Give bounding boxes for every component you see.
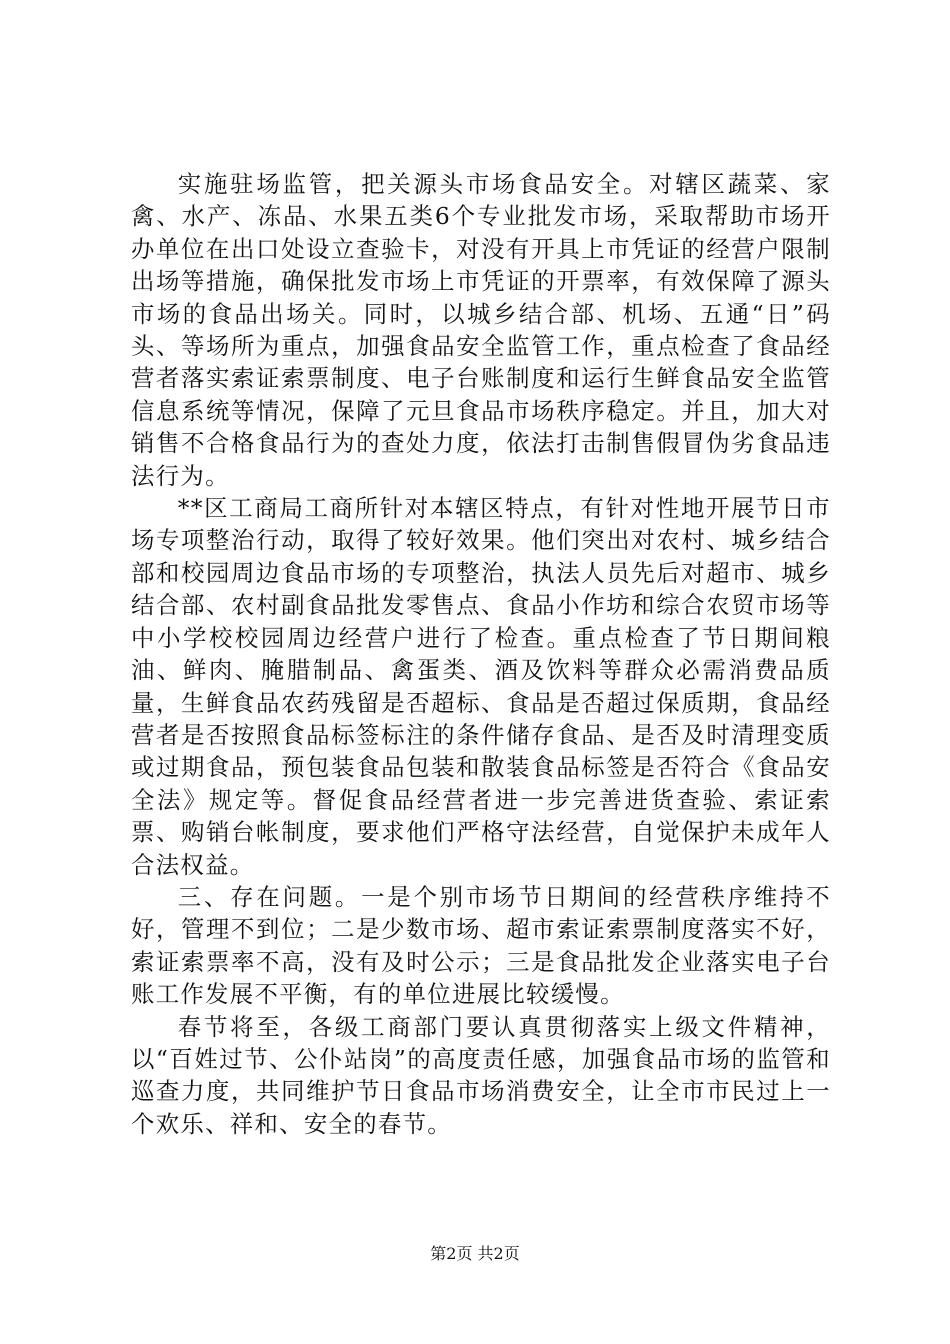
paragraph-spring-festival: 春节将至，各级工商部门要认真贯彻落实上级文件精神，以“百姓过节、公仆站岗”的高度责任感，加强食品市场的监管和巡查力度，共同维护节日食品市场消费安全，让全市市民过上一个欢乐、祥和、安全的春节。 bbox=[131, 1012, 831, 1138]
paragraph-special-rectification: **区工商局工商所针对本辖区特点，有针对性地开展节日市场专项整治行动，取得了较好效果。他们突出对农村、城乡结合部和校园周边食品市场的专项整治，执法人员先后对超市、城乡结合部、农村副食品批发零售点、食品小作坊和综合农贸市场等中小学校校园周边经营户进行了检查。重点检查了节日期间粮油、鲜肉、腌腊制品、禽蛋类、酒及饮料等群众必需消费品质量，生鲜食品农药残留是否超标、食品是否超过保质期，食品经营者是否按照食品标签标注的条件储存食品、是否及时清理变质或过期食品，预包装食品包装和散装食品标签是否符合《食品安全法》规定等。督促食品经营者进一步完善进货查验、索证索票、购销台帐制度，要求他们严格守法经营，自觉保护未成年人合法权益。 bbox=[131, 494, 831, 879]
paragraph-existing-problems: 三、存在问题。一是个别市场节日期间的经营秩序维持不好，管理不到位；二是少数市场、超市索证索票制度落实不好，索证索票率不高，没有及时公示；三是食品批发企业落实电子台账工作发展不平衡，有的单位进展比较缓慢。 bbox=[131, 882, 831, 1009]
paragraph-market-supervision: 实施驻场监管，把关源头市场食品安全。对辖区蔬菜、家禽、水产、冻品、水果五类6个专业批发市场，采取帮助市场开办单位在出口处设立查验卡，对没有开具上市凭证的经营户限制出场等措施，确保批发市场上市凭证的开票率，有效保障了源头市场的食品出场关。同时，以城乡结合部、机场、五通“日”码头、等场所为重点，加强食品安全监管工作，重点检查了食品经营者落实索证索票制度、电子台账制度和运行生鲜食品安全监管信息系统等情况，保障了元旦食品市场秩序稳定。并且，加大对销售不合格食品行为的查处力度，依法打击制售假冒伪劣食品违法行为。 bbox=[131, 170, 831, 490]
page-number-footer: 第2页 共2页 bbox=[430, 1244, 520, 1263]
document-body bbox=[131, 168, 831, 1140]
